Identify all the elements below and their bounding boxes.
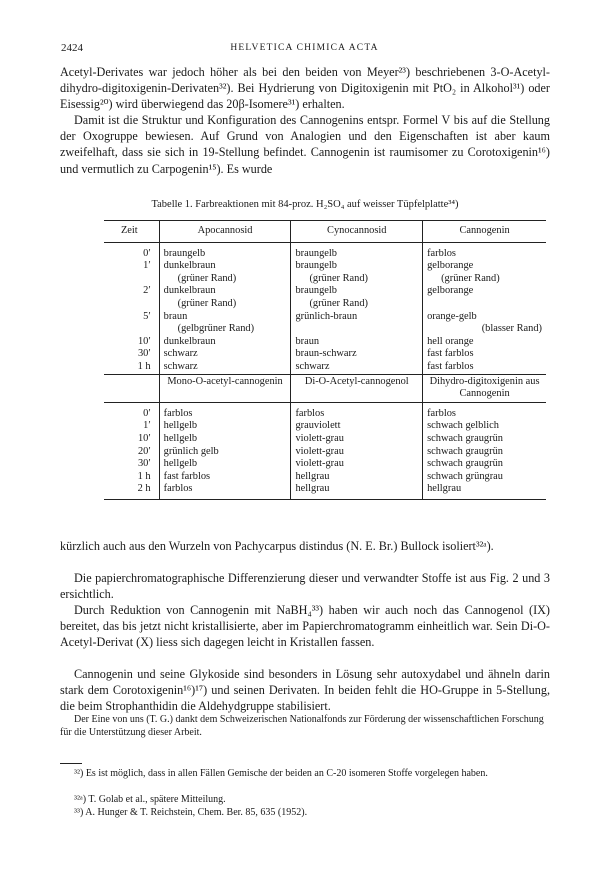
time-cell: 1′ — [104, 420, 159, 433]
table-row — [104, 361, 546, 374]
mono-acetyl-cell: hellgelb — [159, 420, 291, 433]
rim-note: (blasser Rand) — [481, 323, 542, 335]
footnote-32: ³²) Es ist möglich, dass in allen Fällen Gemische der beiden an C-20 isomeren Stoffe vorgelegen haben. — [74, 768, 488, 779]
mono-acetyl-cell: grünlich gelb — [159, 446, 291, 459]
di-acetyl-cell: hellgrau — [291, 471, 423, 484]
time-cell: 1 h — [104, 471, 159, 484]
cynocannosid-cell — [291, 285, 423, 310]
mono-acetyl-cell: hellgelb — [159, 458, 291, 471]
cannogenin-cell — [423, 311, 546, 336]
cynocannosid-cell — [291, 311, 423, 336]
dihydro-cell: schwach gelblich — [427, 420, 499, 432]
col-header-cynocannosid: Cynocannosid — [291, 221, 423, 243]
apocannosid-cell — [159, 242, 291, 260]
table-row — [104, 285, 546, 310]
di-acetyl-cell: grauviolett — [291, 420, 423, 433]
apocannosid-cell — [159, 361, 291, 374]
table-row — [104, 433, 546, 446]
color-value: braun-schwarz — [295, 348, 357, 360]
running-header — [61, 42, 548, 58]
di-acetyl-cell: violett-grau — [291, 446, 423, 459]
color-value: braungelb — [295, 260, 337, 272]
page-number: 2424 — [61, 42, 83, 54]
dihydro-cell: schwach grüngrau — [427, 470, 503, 482]
paragraph-2: Damit ist die Struktur und Konfiguration des Cannogenins entspr. Formel V bis auf die Stellung der Oxogruppe bewiesen. Auf Grund von Analogien und den Eigenschaften ist aber kaum zweifelhaft, dass sie sich in 19-Stellung befindet. Cannogenin ist raumisomer zu Corotoxigenin¹⁶) und vermutlich zu Carpogenin¹⁵). Es wurde — [60, 113, 550, 176]
color-value: schwarz — [295, 360, 330, 372]
dihydro-cell: schwach graugrün — [427, 458, 503, 470]
col-header-apocannosid: Apocannosid — [159, 221, 291, 243]
color-value: schwarz — [163, 360, 198, 372]
rim-note: (grüner Rand) — [309, 272, 369, 284]
cannogenin-cell — [423, 242, 546, 260]
color-value: hell orange — [427, 335, 474, 347]
di-acetyl-cell: violett-grau — [291, 433, 423, 446]
color-value: braungelb — [163, 247, 206, 259]
dihydro-cell: farblos — [427, 407, 456, 419]
time-value: 1 h — [137, 360, 151, 372]
time-cell: 0′ — [104, 402, 159, 420]
blank-header — [104, 374, 159, 402]
dihydro-cell: schwach graugrün — [427, 445, 503, 457]
table-row — [104, 420, 546, 433]
cynocannosid-cell — [291, 348, 423, 361]
rim-note: (grüner Rand) — [177, 272, 237, 284]
table-header-row — [104, 221, 546, 243]
time-cell — [104, 336, 159, 349]
table-row — [104, 446, 546, 459]
color-value: gelborange — [427, 260, 474, 272]
di-acetyl-cell: violett-grau — [291, 458, 423, 471]
table-row — [104, 242, 546, 260]
color-value: dunkelbraun — [163, 260, 216, 272]
color-value: braungelb — [295, 285, 337, 297]
paragraph-3: kürzlich auch aus den Wurzeln von Pachycarpus distindus (N. E. Br.) Bullock isoliert³²ᵃ). — [60, 539, 494, 553]
cannogenin-cell — [423, 260, 546, 285]
apocannosid-cell — [159, 348, 291, 361]
rim-note: (grüner Rand) — [441, 272, 500, 284]
color-value: fast farblos — [427, 360, 474, 372]
cannogenin-cell — [423, 285, 546, 310]
di-acetyl-cell: hellgrau — [291, 483, 423, 499]
color-value: farblos — [427, 247, 456, 259]
footnote-acknowledgement: Der Eine von uns (T. G.) dankt dem Schweizerischen Nationalfonds zur Förderung der wissenschaftlichen Forschung für die Unterstützung dieser Arbeit. — [60, 714, 544, 738]
journal-title: HELVETICA CHIMICA ACTA — [230, 43, 379, 53]
time-cell — [104, 242, 159, 260]
time-value: 10′ — [137, 335, 151, 347]
table-row — [104, 348, 546, 361]
apocannosid-cell — [159, 336, 291, 349]
dihydro-cell: schwach graugrün — [427, 432, 503, 444]
dihydro-cell: hellgrau — [423, 483, 546, 499]
rim-note: (gelbgrüner Rand) — [177, 323, 255, 335]
color-value: gelborange — [427, 285, 474, 297]
color-value: braungelb — [295, 247, 337, 259]
time-value: 0′ — [143, 247, 151, 259]
color-value: braun — [295, 335, 320, 347]
time-cell: 2 h — [104, 483, 159, 499]
footnote-rule — [60, 763, 82, 764]
table-row — [104, 336, 546, 349]
footnote-32a: ³²ᵃ) T. Golab et al., spätere Mitteilung. — [74, 794, 226, 805]
cynocannosid-cell — [291, 242, 423, 260]
table-row — [104, 260, 546, 285]
time-value: 5′ — [143, 310, 151, 322]
mono-acetyl-cell: farblos — [159, 483, 291, 499]
table-row — [104, 483, 546, 499]
cynocannosid-cell — [291, 361, 423, 374]
cannogenin-cell — [423, 361, 546, 374]
apocannosid-cell — [159, 260, 291, 285]
col-header-mono-o-acetyl-cannogenin: Mono-O-acetyl-cannogenin — [159, 374, 291, 402]
color-value: schwarz — [163, 348, 198, 360]
table-subheader-row — [104, 374, 546, 402]
paragraph-6: Cannogenin und seine Glykoside sind besonders in Lösung sehr autoxydabel und ähneln darin stark dem Corotoxigenin¹⁶)¹⁷) und seinen Derivaten. In beiden fehlt die HO-Gruppe in 5-Stellung, die beim Strophanthidin die Aldehydgruppe stabilisiert. — [60, 667, 550, 714]
apocannosid-cell — [159, 311, 291, 336]
paragraph-4: Die papierchromatographische Differenzierung dieser und verwandter Stoffe ist aus Fig. 2 und 3 ersichtlich. — [60, 571, 550, 602]
mono-acetyl-cell: farblos — [159, 402, 291, 420]
color-value: fast farblos — [427, 348, 474, 360]
cynocannosid-cell — [291, 260, 423, 285]
time-value: 30′ — [137, 348, 151, 360]
mono-acetyl-cell: hellgelb — [159, 433, 291, 446]
time-cell: 10′ — [104, 433, 159, 446]
col-header-dihydro-digitoxigenin: Dihydro-digitoxigenin aus Cannogenin — [423, 374, 546, 402]
table-caption: Tabelle 1. Farbreaktionen mit 84-proz. H₂SO₄ auf weisser Tüpfelplatte³⁴) — [151, 199, 459, 210]
paragraph-5: Durch Reduktion von Cannogenin mit NaBH₄³³) haben wir auch noch das Cannogenol (IX) bereitet, das bis jetzt nicht kristallisierte, aber im Papierchromatogramm einheitlich war. Sein Di-O-Acetyl-Derivat (X) liess sich dagegen leicht in Kristallen fassen. — [60, 603, 550, 650]
col-header-cannogenin: Cannogenin — [423, 221, 546, 243]
color-value: dunkelbraun — [163, 285, 216, 297]
mono-acetyl-cell: fast farblos — [159, 471, 291, 484]
color-value: dunkelbraun — [163, 335, 216, 347]
color-value: orange-gelb — [427, 310, 477, 322]
cannogenin-cell — [423, 336, 546, 349]
time-cell — [104, 311, 159, 336]
rim-note: (grüner Rand) — [309, 297, 369, 309]
table-row — [104, 471, 546, 484]
table-row — [104, 458, 546, 471]
paragraph-1: Acetyl-Derivates war jedoch höher als bei den beiden von Meyer²³) beschriebenen 3-O-Acetyl-dihydro-digitoxigenin-Derivaten³²). Bei Hydrierung von Digitoxigenin mit PtO₂ in Alkohol³¹) oder Eisessig²⁰) wird überwiegend das 20β-Isomere³¹) erhalten. — [60, 65, 550, 112]
col-header-zeit: Zeit — [104, 221, 159, 243]
time-cell: 20′ — [104, 446, 159, 459]
cynocannosid-cell — [291, 336, 423, 349]
table-row — [104, 311, 546, 336]
time-cell: 30′ — [104, 458, 159, 471]
time-value: 2′ — [143, 285, 151, 297]
footnote-33: ³³) A. Hunger & T. Reichstein, Chem. Ber. 85, 635 (1952). — [74, 807, 308, 818]
table-row — [104, 402, 546, 420]
cannogenin-cell — [423, 348, 546, 361]
rim-note: (grüner Rand) — [177, 297, 237, 309]
color-value: grünlich-braun — [295, 310, 358, 322]
col-header-di-o-acetyl-cannogenol: Di-O-Acetyl-cannogenol — [291, 374, 423, 402]
time-cell — [104, 348, 159, 361]
time-cell — [104, 260, 159, 285]
time-cell — [104, 361, 159, 374]
time-cell — [104, 285, 159, 310]
apocannosid-cell — [159, 285, 291, 310]
time-value: 1′ — [143, 260, 151, 272]
color-reaction-table — [104, 220, 546, 500]
di-acetyl-cell: farblos — [291, 402, 423, 420]
color-value: braun — [163, 310, 188, 322]
